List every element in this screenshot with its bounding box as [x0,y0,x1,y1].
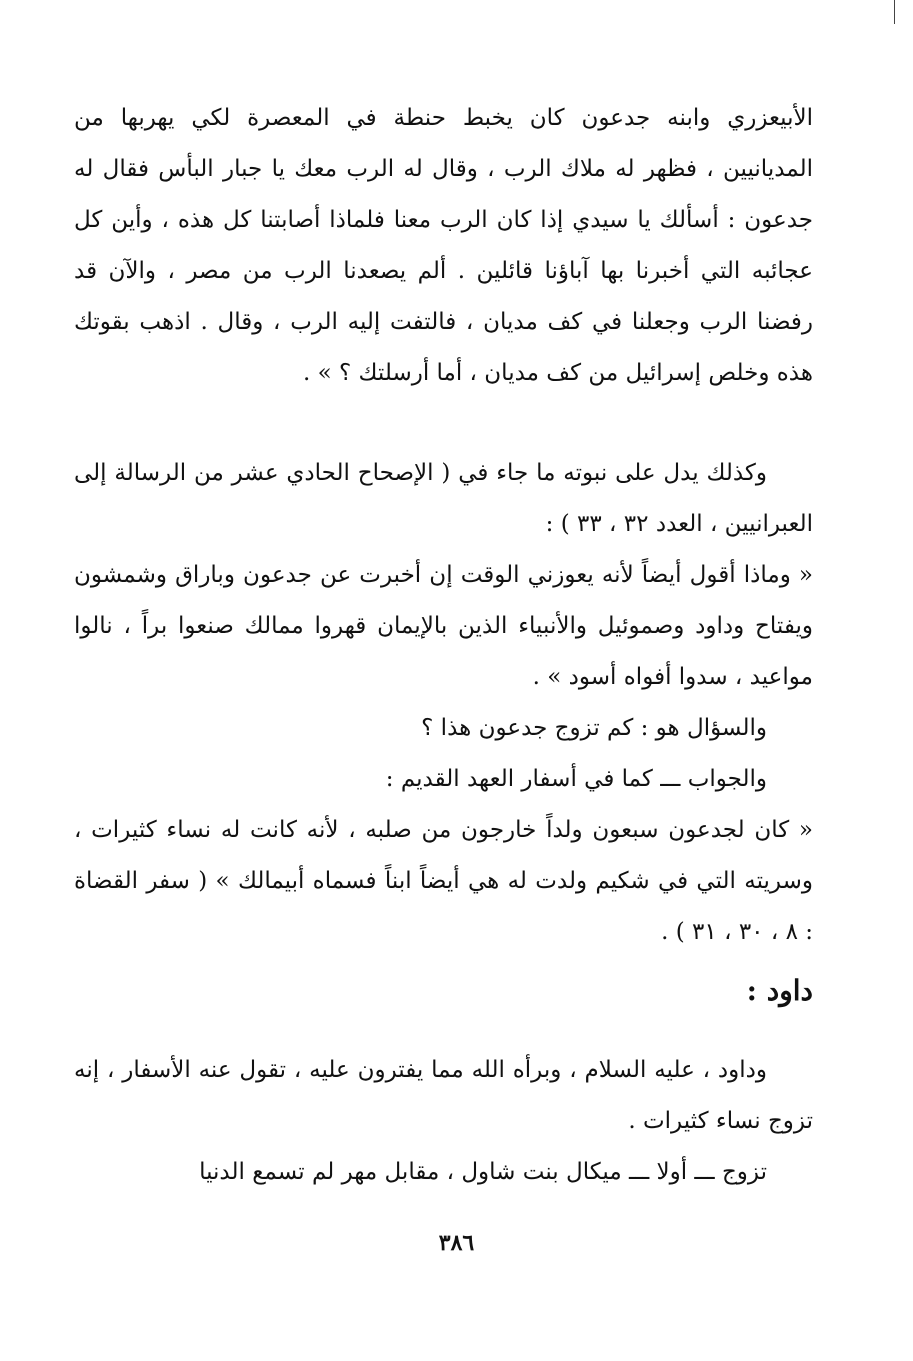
paragraph-answer-intro: والجواب ـــ كما في أسفار العهد القديم : [385,766,767,792]
page-number: ٣٨٦ [438,1230,475,1256]
scan-edge-mark [894,0,895,24]
text-block-top [74,93,813,399]
paragraph-hebrews-reference: وكذلك يدل على نبوته ما جاء في ( الإصحاح الحادي عشر من الرسالة إلى العبرانيين ، العدد ٣٢ ، ٣٣ ) : [74,460,813,537]
paragraph-judges-quote: « كان لجدعون سبعون ولداً خارجون من صلبه ، لأنه كانت له نساء كثيرات ، وسريته التي في شكيم ولدت له هي أيضاً ابناً فسماه أبيمالك » ( سفر القضاة : ٨ ، ٣٠ ، ٣١ ) . [74,817,813,945]
paragraph-question: والسؤال هو : كم تزوج جدعون هذا ؟ [421,715,767,741]
text-block-middle [74,448,813,958]
paragraph-gideon-story: الأبيعزري وابنه جدعون كان يخبط حنطة في المعصرة لكي يهربها من المديانيين ، فظهر له ملاك الرب ، وقال له الرب معك يا جبار البأس فقال له جدعون : أسألك يا سيدي إذا كان الرب معنا فلماذا أصابتنا كل هذه ، وأين كل عجائبه التي أخبرنا بها آباؤنا قائلين . ألم يصعدنا الرب من مصر ، والآن قد رفضنا الرب وجعلنا في كف مديان ، فالتفت إليه الرب ، وقال . اذهب بقوتك هذه وخلص إسرائيل من كف مديان ، أما أرسلتك ؟ » . [74,105,813,386]
text-block-bottom [74,1045,813,1198]
paragraph-david-intro: وداود ، عليه السلام ، وبرأه الله مما يفترون عليه ، تقول عنه الأسفار ، إنه تزوج نساء كثيرات . [74,1057,813,1134]
paragraph-hebrews-quote: « وماذا أقول أيضاً لأنه يعوزني الوقت إن أخبرت عن جدعون وباراق وشمشون ويفتاح وداود وصموئيل والأنبياء الذين بالإيمان قهروا ممالك صنعوا براً ، نالوا مواعيد ، سدوا أفواه أسود » . [74,562,813,690]
paragraph-david-marriage: تزوج ـــ أولا ـــ ميكال بنت شاول ، مقابل مهر لم تسمع الدنيا [199,1159,767,1185]
section-heading-david: داود : [746,974,813,1007]
